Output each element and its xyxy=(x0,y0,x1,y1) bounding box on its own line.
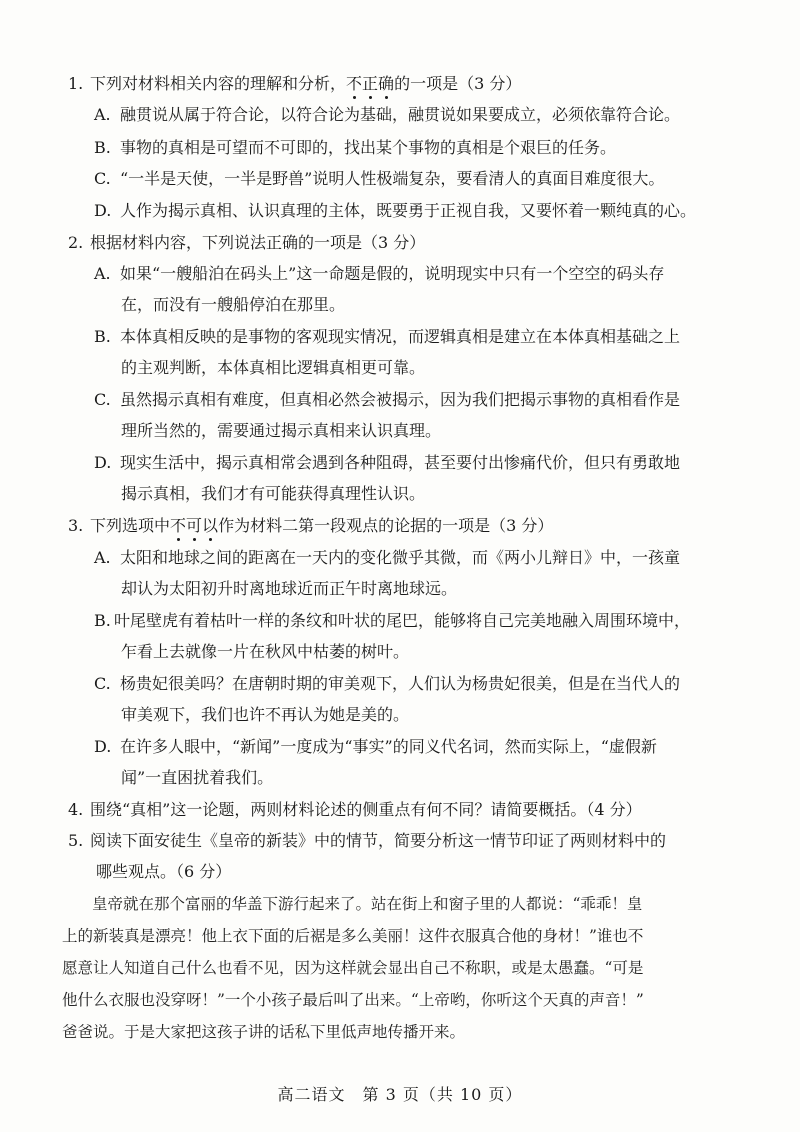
option-text: 在许多人眼中，“新闻”一度成为“事实”的同义代名词，然而实际上，“虚假新 xyxy=(120,737,657,756)
option-text: 本体真相反映的是事物的客观现实情况，而逻辑真相是建立在本体真相基础之上 xyxy=(120,327,681,346)
passage-line: 爸爸说。于是大家把这孩子讲的话私下里低声地传播开来。 xyxy=(62,1023,466,1041)
question-5-stem-cont: 哪些观点。（6 分） xyxy=(96,862,232,881)
option-text: 融贯说从属于符合论，以符合论为基础，融贯说如果要成立，必须依靠符合论。 xyxy=(120,105,681,124)
option-letter: B. xyxy=(94,611,111,630)
option-text: 虽然揭示真相有难度，但真相必然会被揭示，因为我们把揭示事物的真相看作是 xyxy=(120,390,681,409)
question-2-option-c xyxy=(94,389,680,411)
emphasis-char: 不 xyxy=(346,74,363,93)
option-letter: D. xyxy=(94,201,112,220)
question-1-stem xyxy=(68,73,521,95)
question-2-option-d-cont: 揭示真相，我们才有可能获得真理性认识。 xyxy=(121,484,426,503)
option-text: 事物的真相是可望而不可即的，找出某个事物的真相是个艰巨的任务。 xyxy=(120,138,617,157)
question-stem-text: 的一项是（3 分） xyxy=(394,74,522,93)
option-letter: D. xyxy=(94,453,112,472)
question-3-option-b xyxy=(94,610,690,632)
question-3-option-a-cont: 却认为太阳初升时离地球近而正午时离地球远。 xyxy=(121,579,458,598)
passage-line: 愿意让人知道自己什么也看不见，因为这样就会显出自己不称职，或是太愚蠢。“可是 xyxy=(62,959,644,977)
question-stem-text: 作为材料二第一段观点的论据的一项是（3 分） xyxy=(218,516,554,535)
passage-line: 他什么衣服也没穿呀！”一个小孩子最后叫了出来。“上帝哟，你听这个天真的声音！” xyxy=(62,991,644,1009)
question-3-option-c-cont: 审美观下，我们也许不再认为她是美的。 xyxy=(121,705,410,724)
question-stem-text: 下列选项中 xyxy=(90,516,171,535)
emphasis-char: 不 xyxy=(170,516,187,535)
question-2-option-b xyxy=(94,326,680,348)
question-3-option-d-cont: 闻”一直困扰着我们。 xyxy=(121,768,274,787)
question-number: 1. xyxy=(68,74,84,93)
option-letter: D. xyxy=(94,737,112,756)
question-number: 5. xyxy=(68,831,84,850)
option-letter: A. xyxy=(94,548,111,567)
emphasis-char: 确 xyxy=(378,74,395,93)
emphasis-char: 以 xyxy=(202,516,219,535)
question-3-stem xyxy=(68,515,553,537)
option-text: 杨贵妃很美吗？在唐朝时期的审美观下，人们认为杨贵妃很美，但是在当代人的 xyxy=(120,674,681,693)
question-stem-text: 下列对材料相关内容的理解和分析， xyxy=(90,74,347,93)
question-2-option-c-cont: 理所当然的，需要通过揭示真相来认识真理。 xyxy=(121,421,442,440)
option-letter: B. xyxy=(94,327,111,346)
option-text: 叶尾壁虎有着枯叶一样的条纹和叶状的尾巴，能够将自己完美地融入周围环境中， xyxy=(114,611,691,630)
option-letter: C. xyxy=(94,169,111,188)
emphasis-char: 可 xyxy=(186,516,203,535)
emphasis-char: 正 xyxy=(362,74,379,93)
question-2-option-a xyxy=(94,263,664,285)
question-3-option-b-cont: 乍看上去就像一片在秋风中枯萎的树叶。 xyxy=(121,642,410,661)
option-text: 现实生活中，揭示真相常会遇到各种阻碍，甚至要付出惨痛代价，但只有勇敢地 xyxy=(120,453,681,472)
option-letter: B. xyxy=(94,138,111,157)
passage-line: 皇帝就在那个富丽的华盖下游行起来了。站在街上和窗子里的人都说：“乖乖！皇 xyxy=(92,895,643,913)
option-text: “一半是天使，一半是野兽”说明人性极端复杂，要看清人的真面目难度很大。 xyxy=(120,169,665,188)
question-number: 2. xyxy=(68,233,84,252)
question-1-option-c xyxy=(94,168,664,190)
question-2-stem xyxy=(68,232,425,254)
option-letter: C. xyxy=(94,674,111,693)
question-5-stem xyxy=(68,830,666,852)
page-footer: 高二语文 第 3 页（共 10 页） xyxy=(277,1085,523,1104)
question-stem-text: 根据材料内容，下列说法正确的一项是（3 分） xyxy=(90,233,426,252)
option-letter: C. xyxy=(94,390,111,409)
option-text: 人作为揭示真相、认识真理的主体，既要勇于正视自我，又要怀着一颗纯真的心。 xyxy=(120,201,697,220)
option-text: 太阳和地球之间的距离在一天内的变化微乎其微，而《两小儿辩日》中，一孩童 xyxy=(120,548,681,567)
question-3-option-d xyxy=(94,736,657,758)
question-2-option-d xyxy=(94,452,680,474)
option-letter: A. xyxy=(94,105,111,124)
question-number: 4. xyxy=(68,800,84,819)
question-number: 3. xyxy=(68,516,84,535)
question-3-option-a xyxy=(94,547,680,569)
passage-line: 上的新装真是漂亮！他上衣下面的后裾是多么美丽！这件衣服真合他的身材！”谁也不 xyxy=(62,927,644,945)
question-stem-text: 阅读下面安徒生《皇帝的新装》中的情节，简要分析这一情节印证了两则材料中的 xyxy=(90,831,667,850)
question-3-option-c xyxy=(94,673,680,695)
question-2-option-b-cont: 的主观判断，本体真相比逻辑真相更可靠。 xyxy=(121,358,426,377)
question-2-option-a-cont: 在，而没有一艘船停泊在那里。 xyxy=(121,295,346,314)
option-letter: A. xyxy=(94,264,111,283)
question-4-stem xyxy=(68,799,642,821)
option-text: 如果“一艘船泊在码头上”这一命题是假的，说明现实中只有一个空空的码头存 xyxy=(120,264,665,283)
question-1-option-a xyxy=(94,104,680,126)
question-stem-text: 围绕“真相”这一论题，两则材料论述的侧重点有何不同？请简要概括。（4 分） xyxy=(90,800,642,819)
question-1-option-b xyxy=(94,137,616,159)
question-1-option-d xyxy=(94,200,696,222)
